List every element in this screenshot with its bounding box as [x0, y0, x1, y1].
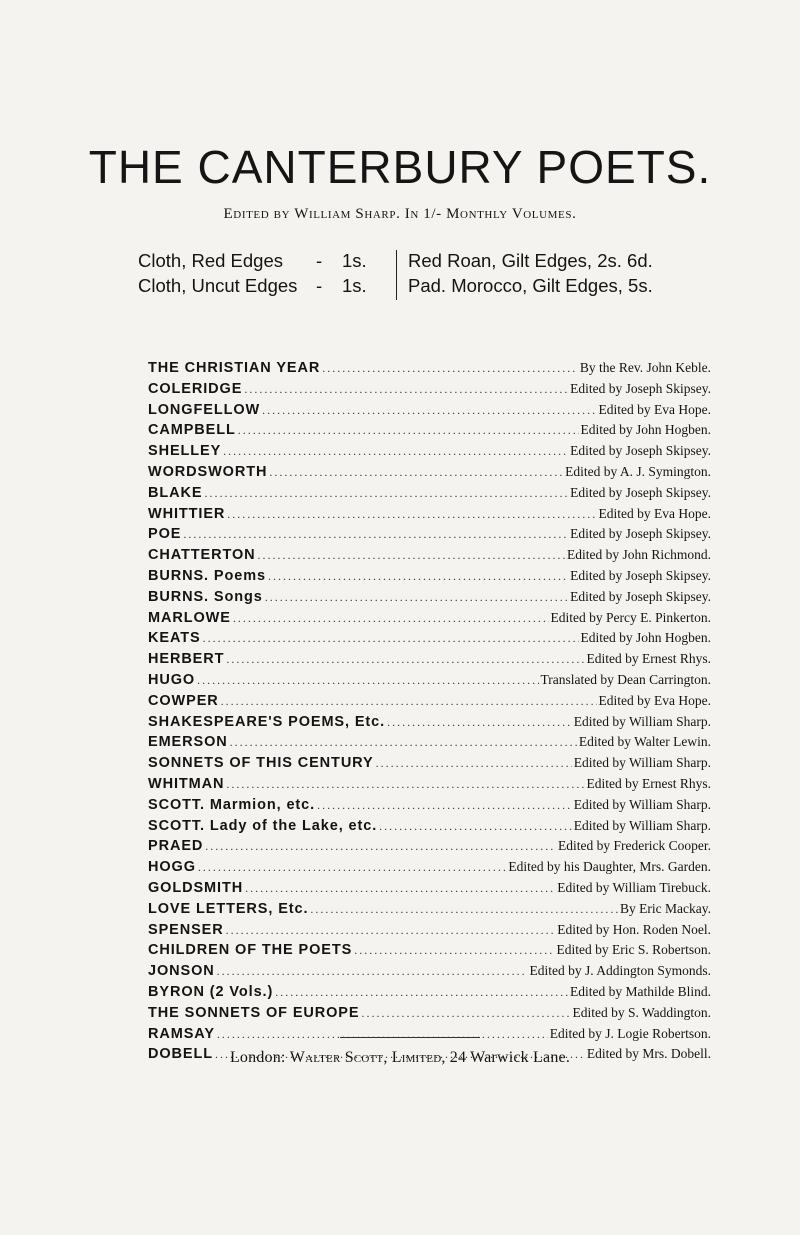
volume-row: [148, 608, 711, 629]
volume-row: [148, 982, 711, 1003]
editor-credit: Edited by William Sharp.: [573, 796, 711, 812]
dot-leader: [226, 920, 556, 941]
dot-leader: [183, 524, 568, 545]
editor-credit: Edited by Eric S. Robertson.: [556, 942, 711, 958]
editor-credit: Edited by Joseph Skipsey.: [570, 588, 711, 604]
dot-leader: [233, 608, 549, 629]
volume-row: [148, 1024, 711, 1045]
price-divider: [396, 250, 397, 300]
editor-credit: Edited by Frederick Cooper.: [558, 838, 711, 854]
poet-name: HOGG: [148, 859, 196, 876]
volume-row: [148, 857, 711, 878]
editor-credit: Edited by Mrs. Dobell.: [586, 1046, 711, 1062]
poet-name: LOVE LETTERS, Etc.: [148, 900, 309, 917]
editor-credit: Edited by J. Logie Robertson.: [549, 1025, 711, 1041]
poet-name: CHATTERTON: [148, 547, 256, 564]
volume-row: [148, 420, 711, 441]
price-row: [408, 248, 708, 273]
volume-row: [148, 1003, 711, 1024]
dot-leader: [244, 379, 568, 400]
poet-name: CHILDREN OF THE POETS: [148, 942, 353, 959]
editor-credit: Edited by Hon. Roden Noel.: [557, 921, 711, 937]
volume-row: [148, 920, 711, 941]
dot-leader: [268, 566, 568, 587]
editor-credit: Edited by William Sharp.: [573, 755, 711, 771]
price-label: Red Roan, Gilt Edges, 2s. 6d.: [408, 250, 653, 271]
poet-name: SHAKESPEARE'S POEMS, Etc.: [148, 713, 386, 730]
editor-credit: Edited by William Sharp.: [573, 713, 711, 729]
volume-row: [148, 628, 711, 649]
editor-credit: Edited by Joseph Skipsey.: [570, 380, 711, 396]
volume-list: [148, 358, 711, 1065]
dot-leader: [269, 462, 563, 483]
footer-city: London:: [229, 1049, 286, 1066]
editor-credit: Edited by Joseph Skipsey.: [570, 526, 711, 542]
poet-name: HERBERT: [148, 651, 225, 668]
dot-leader: [221, 691, 597, 712]
editor-credit: Edited by John Hogben.: [580, 422, 711, 438]
volume-row: [148, 836, 711, 857]
dot-leader: [227, 504, 596, 525]
volume-row: [148, 878, 711, 899]
price-label: Pad. Morocco, Gilt Edges, 5s.: [408, 275, 653, 296]
volume-row: [148, 400, 711, 421]
dot-leader: [203, 628, 579, 649]
dot-leader: [354, 940, 554, 961]
poet-name: COLERIDGE: [148, 380, 243, 397]
editor-credit: Edited by J. Addington Symonds.: [529, 963, 711, 979]
editor-credit: Edited by John Richmond.: [567, 547, 711, 563]
price-label: Cloth, Red Edges: [138, 250, 284, 271]
editor-credit: Edited by A. J. Symington.: [565, 463, 711, 479]
dot-leader: [245, 878, 555, 899]
volume-row: [148, 961, 711, 982]
editor-credit: Edited by Walter Lewin.: [578, 734, 711, 750]
volume-row: [148, 441, 711, 462]
page-title: THE CANTERBURY POETS.: [88, 141, 712, 193]
editor-credit: Edited by William Sharp.: [573, 817, 711, 833]
volume-row: [148, 670, 711, 691]
poet-name: SONNETS OF THIS CENTURY: [148, 755, 374, 772]
poet-name: HUGO: [148, 671, 196, 688]
volume-row: [148, 753, 711, 774]
poet-name: SCOTT. Lady of the Lake, etc.: [148, 817, 378, 834]
volume-row: [148, 899, 711, 920]
price-column-leather: [408, 248, 708, 298]
editor-credit: Edited by Ernest Rhys.: [586, 651, 711, 667]
price-row: [138, 248, 376, 273]
poet-name: PRAED: [148, 838, 204, 855]
poet-name: THE SONNETS OF EUROPE: [148, 1004, 360, 1021]
series-subtitle: Edited by William Sharp. In 1/- Monthly Volumes.: [223, 206, 577, 222]
dot-leader: [238, 420, 579, 441]
poet-name: THE CHRISTIAN YEAR: [148, 360, 321, 376]
dot-leader: [376, 753, 572, 774]
volume-row: [148, 649, 711, 670]
poet-name: LONGFELLOW: [148, 401, 261, 418]
poet-name: CAMPBELL: [148, 422, 236, 439]
editor-credit: By the Rev. John Keble.: [579, 360, 711, 375]
editor-credit: Edited by William Tirebuck.: [557, 879, 711, 895]
volume-row: [148, 795, 711, 816]
dot-leader: [205, 836, 556, 857]
editor-credit: Edited by Joseph Skipsey.: [570, 567, 711, 583]
poet-name: BLAKE: [148, 484, 203, 501]
dot-leader: [379, 816, 572, 837]
editor-credit: Edited by Joseph Skipsey.: [570, 484, 711, 500]
poet-name: POE: [148, 526, 182, 543]
price-row: [408, 273, 708, 298]
poet-name: COWPER: [148, 692, 219, 709]
volume-row: [148, 732, 711, 753]
volume-row: [148, 524, 711, 545]
poet-name: SPENSER: [148, 921, 224, 938]
volume-row: [148, 712, 711, 733]
volume-row: [148, 691, 711, 712]
volume-row: [148, 462, 711, 483]
volume-row: [148, 504, 711, 525]
editor-credit: Edited by S. Waddington.: [572, 1004, 711, 1020]
dot-leader: [217, 961, 528, 982]
poet-name: KEATS: [148, 630, 201, 647]
price-label: Cloth, Uncut Edges: [138, 275, 298, 296]
editor-credit: By Eric Mackay.: [620, 900, 711, 916]
dot-leader: [262, 400, 596, 421]
dot-leader: [198, 857, 506, 878]
editor-credit: Edited by Ernest Rhys.: [586, 775, 711, 791]
volume-row: [148, 587, 711, 608]
volume-row: [148, 379, 711, 400]
editor-credit: Edited by John Hogben.: [580, 630, 711, 646]
price-column-cloth: [138, 248, 376, 298]
poet-name: WORDSWORTH: [148, 463, 268, 480]
price-row: [138, 273, 376, 298]
editor-credit: Translated by Dean Carrington.: [540, 671, 711, 687]
dot-leader: [361, 1003, 570, 1024]
dot-leader: [265, 587, 568, 608]
dot-leader: [317, 795, 572, 816]
poet-name: RAMSAY: [148, 1025, 215, 1042]
poet-name: DOBELL: [148, 1046, 214, 1063]
poet-name: WHITMAN: [148, 775, 225, 792]
poet-name: BYRON (2 Vols.): [148, 983, 274, 1000]
dot-leader: [230, 732, 577, 753]
editor-credit: Edited by Eva Hope.: [598, 505, 711, 521]
price-amount: 1s.: [342, 250, 367, 271]
dot-leader: [226, 774, 584, 795]
poet-name: JONSON: [148, 963, 215, 980]
editor-credit: Edited by Joseph Skipsey.: [570, 443, 711, 459]
dot-leader: [322, 358, 578, 379]
volume-row: [148, 358, 711, 379]
volume-row: [148, 566, 711, 587]
dot-leader: [310, 899, 618, 920]
dot-leader: [226, 649, 584, 670]
poet-name: BURNS. Poems: [148, 567, 266, 584]
price-list: [138, 248, 698, 304]
poet-name: BURNS. Songs: [148, 588, 263, 605]
editor-credit: Edited by Mathilde Blind.: [570, 983, 711, 999]
dot-leader: [387, 712, 572, 733]
poet-name: SCOTT. Marmion, etc.: [148, 796, 316, 813]
volume-row: [148, 816, 711, 837]
editor-credit: Edited by Eva Hope.: [598, 692, 711, 708]
editor-credit: Edited by his Daughter, Mrs. Garden.: [508, 859, 711, 875]
price-amount: 1s.: [342, 275, 367, 296]
volume-row: [148, 940, 711, 961]
price-dash: -: [316, 250, 323, 271]
poet-name: EMERSON: [148, 734, 228, 751]
poet-name: MARLOWE: [148, 609, 231, 626]
volume-row: [148, 483, 711, 504]
editor-credit: Edited by Percy E. Pinkerton.: [550, 609, 711, 625]
poet-name: GOLDSMITH: [148, 879, 244, 896]
dot-leader: [275, 982, 568, 1003]
price-dash: -: [316, 275, 323, 296]
dot-leader: [258, 545, 565, 566]
publisher-footer: [0, 1049, 800, 1067]
poet-name: WHITTIER: [148, 505, 226, 522]
dot-leader: [204, 483, 568, 504]
footer-rule: [340, 1037, 480, 1038]
dot-leader: [197, 670, 538, 691]
dot-leader: [217, 1024, 548, 1045]
volume-row: [148, 774, 711, 795]
editor-credit: Edited by Eva Hope.: [598, 401, 711, 417]
poet-name: SHELLEY: [148, 443, 222, 460]
dot-leader: [223, 441, 568, 462]
footer-publisher: Walter Scott, Limited,: [289, 1049, 446, 1066]
footer-address: 24 Warwick Lane.: [449, 1049, 571, 1066]
volume-row: [148, 545, 711, 566]
